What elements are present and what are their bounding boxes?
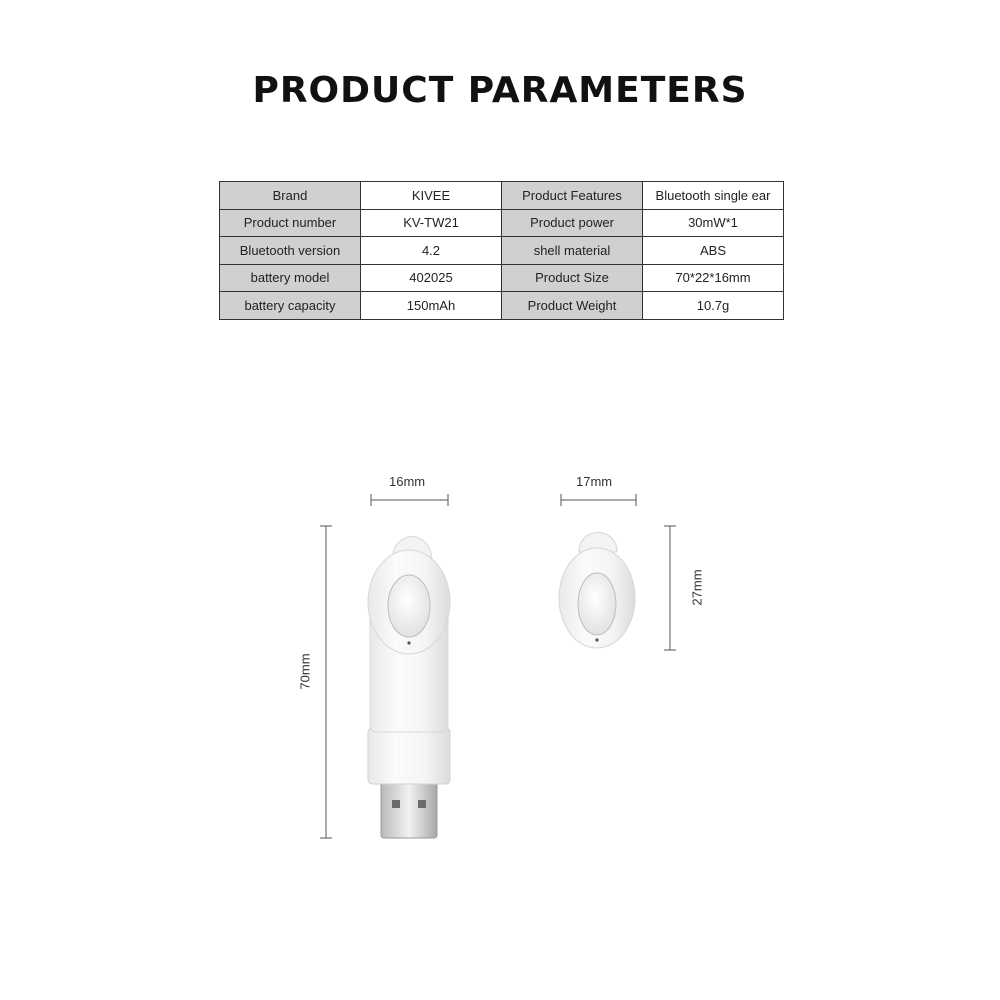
dimension-label-earbud-height: 27mm — [689, 569, 705, 606]
param-value: 30mW*1 — [643, 209, 784, 237]
param-key: Brand — [220, 182, 361, 210]
dimension-label-docked-width: 16mm — [389, 474, 426, 489]
param-key: Product number — [220, 209, 361, 237]
param-value: 10.7g — [643, 292, 784, 320]
param-value: KV-TW21 — [361, 209, 502, 237]
dimension-label-docked-height: 70mm — [297, 653, 313, 690]
param-key: Product Weight — [502, 292, 643, 320]
param-key: Bluetooth version — [220, 237, 361, 265]
param-key: Product power — [502, 209, 643, 237]
param-value: 150mAh — [361, 292, 502, 320]
param-value: Bluetooth single ear — [643, 182, 784, 210]
dimension-label-earbud-width: 17mm — [576, 474, 613, 489]
param-key: Product Features — [502, 182, 643, 210]
param-key: shell material — [502, 237, 643, 265]
param-value: 70*22*16mm — [643, 264, 784, 292]
param-value: 402025 — [361, 264, 502, 292]
param-value: 4.2 — [361, 237, 502, 265]
param-value: ABS — [643, 237, 784, 265]
earbud-image — [559, 533, 635, 649]
param-key: battery capacity — [220, 292, 361, 320]
docked-earbud-image — [368, 537, 450, 839]
dimension-line-docked-height — [320, 526, 332, 838]
param-key: battery model — [220, 264, 361, 292]
param-value: KIVEE — [361, 182, 502, 210]
dimension-line-docked-width — [371, 494, 448, 506]
dimension-line-earbud-height — [664, 526, 676, 650]
param-key: Product Size — [502, 264, 643, 292]
page-title: PRODUCT PARAMETERS — [252, 70, 748, 111]
dimension-line-earbud-width — [561, 494, 636, 506]
